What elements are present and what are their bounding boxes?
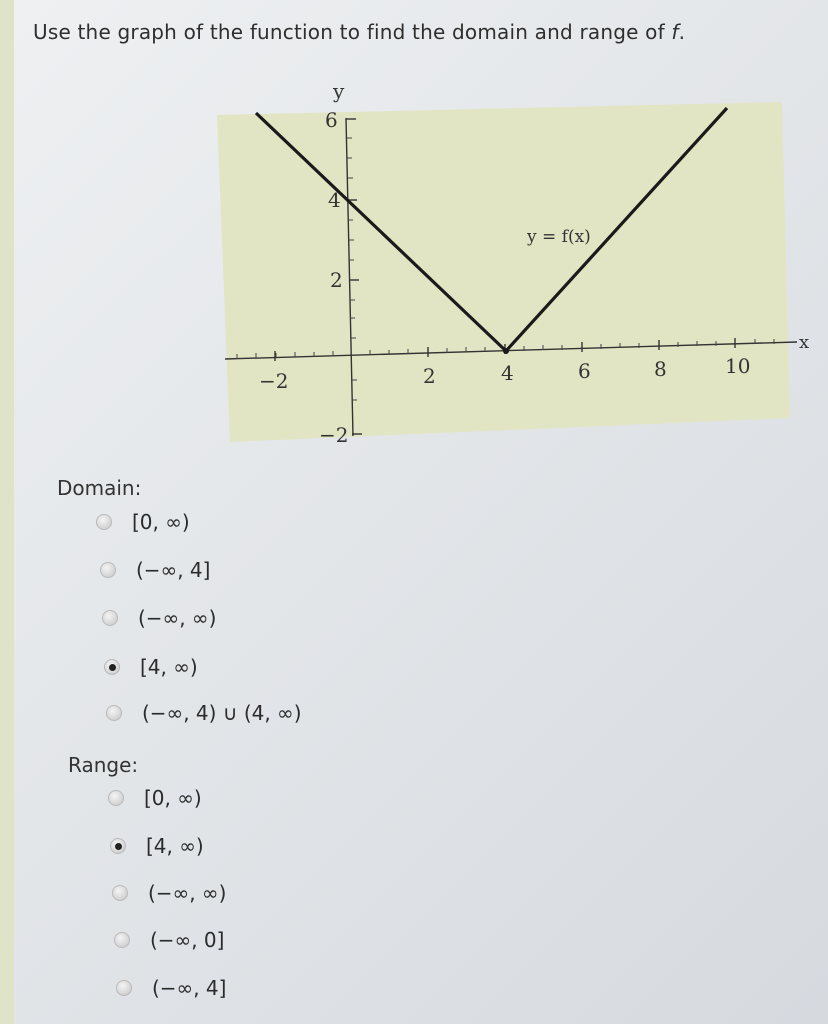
- graph-plot-background: [217, 102, 790, 442]
- domain-option-2[interactable]: [100, 556, 210, 584]
- question-suffix: .: [678, 20, 686, 44]
- domain-option-4-radio[interactable]: [104, 659, 120, 675]
- range-option-2-label: [4, ∞): [146, 834, 204, 858]
- domain-option-1[interactable]: [96, 508, 190, 536]
- x-tick-label-10: 10: [725, 354, 751, 378]
- question-text: [33, 20, 685, 44]
- range-option-4[interactable]: [114, 926, 224, 954]
- y-tick-label-6: 6: [325, 108, 338, 132]
- domain-option-3-label: (−∞, ∞): [138, 606, 217, 630]
- domain-option-4[interactable]: [104, 653, 198, 681]
- domain-label: Domain:: [57, 476, 142, 500]
- x-tick-label-6: 6: [578, 359, 591, 383]
- x-tick-label-8: 8: [654, 357, 667, 381]
- domain-option-3-radio[interactable]: [102, 610, 118, 626]
- domain-option-5-label: (−∞, 4) ∪ (4, ∞): [142, 701, 302, 725]
- domain-option-5[interactable]: [106, 699, 302, 727]
- y-tick-label-neg2: −2: [319, 423, 349, 447]
- range-option-4-radio[interactable]: [114, 932, 130, 948]
- range-option-2-radio[interactable]: [110, 838, 126, 854]
- domain-option-4-label: [4, ∞): [140, 655, 198, 679]
- domain-option-1-label: [0, ∞): [132, 510, 190, 534]
- range-label: Range:: [68, 753, 139, 777]
- question-prefix: Use the graph of the function to find the domain and range of: [33, 20, 672, 44]
- domain-option-2-radio[interactable]: [100, 562, 116, 578]
- x-tick-label-neg2: −2: [259, 369, 289, 393]
- domain-option-2-label: (−∞, 4]: [136, 558, 211, 582]
- range-option-3-label: (−∞, ∞): [148, 881, 227, 905]
- range-option-4-label: (−∞, 0]: [150, 928, 225, 952]
- domain-option-3[interactable]: [102, 604, 216, 632]
- x-tick-label-2: 2: [423, 364, 436, 388]
- domain-option-1-radio[interactable]: [96, 514, 112, 530]
- range-option-2[interactable]: [110, 832, 204, 860]
- y-axis-label: y: [333, 80, 345, 103]
- range-option-5[interactable]: [116, 974, 226, 1002]
- y-tick-label-2: 2: [330, 268, 343, 292]
- range-option-5-radio[interactable]: [116, 980, 132, 996]
- range-option-5-label: (−∞, 4]: [152, 976, 227, 1000]
- y-tick-label-4: 4: [328, 188, 341, 212]
- curve-label: y = f(x): [527, 227, 591, 247]
- domain-option-5-radio[interactable]: [106, 705, 122, 721]
- x-axis-label: x: [799, 332, 810, 353]
- function-graph: [215, 80, 815, 450]
- range-option-1-radio[interactable]: [108, 790, 124, 806]
- x-tick-label-4: 4: [501, 361, 514, 385]
- question-function-name: f: [671, 20, 679, 44]
- range-option-3[interactable]: [112, 879, 226, 907]
- curve-vertex-point: [503, 348, 509, 354]
- range-option-1-label: [0, ∞): [144, 786, 202, 810]
- range-option-1[interactable]: [108, 784, 202, 812]
- range-option-3-radio[interactable]: [112, 885, 128, 901]
